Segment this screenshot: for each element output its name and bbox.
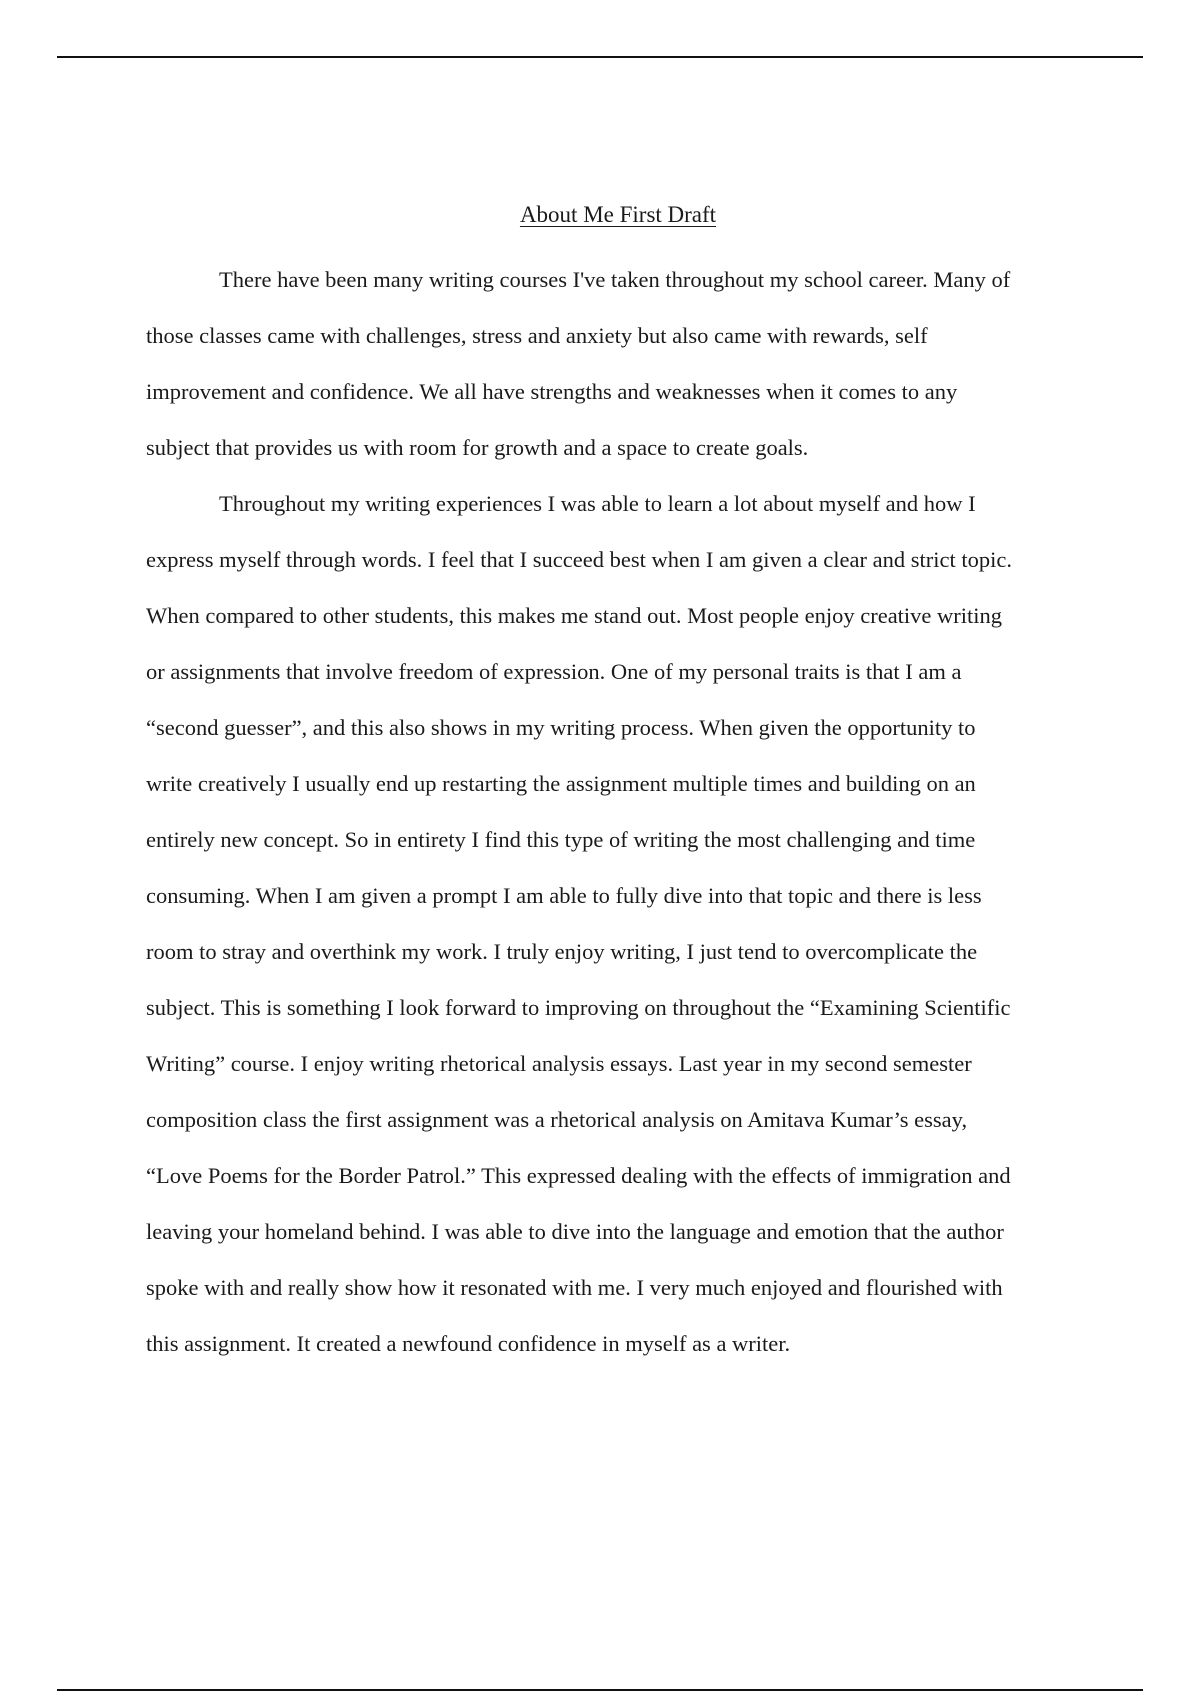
paragraph-line: write creatively I usually end up restarting the assignment multiple times and building on an <box>146 771 976 796</box>
bottom-rule <box>57 1689 1143 1691</box>
paragraph-line: express myself through words. I feel that I succeed best when I am given a clear and strict topic. <box>146 547 1012 572</box>
paragraph-line: leaving your homeland behind. I was able to dive into the language and emotion that the author <box>146 1219 1004 1244</box>
paragraph-line: “Love Poems for the Border Patrol.” This expressed dealing with the effects of immigration and <box>146 1163 1011 1188</box>
paragraph-2 <box>146 476 1078 1372</box>
paragraph-line: Writing” course. I enjoy writing rhetorical analysis essays. Last year in my second semester <box>146 1051 972 1076</box>
paragraph-line: or assignments that involve freedom of expression. One of my personal traits is that I am a <box>146 659 962 684</box>
paragraph-line: “second guesser”, and this also shows in my writing process. When given the opportunity to <box>146 715 976 740</box>
paragraph-line: this assignment. It created a newfound confidence in myself as a writer. <box>146 1331 791 1356</box>
paragraph-line: composition class the first assignment was a rhetorical analysis on Amitava Kumar’s essay, <box>146 1107 968 1132</box>
document-title-text: About Me First Draft <box>519 202 717 227</box>
paragraph-line: those classes came with challenges, stress and anxiety but also came with rewards, self <box>146 323 928 348</box>
paragraph-line: When compared to other students, this makes me stand out. Most people enjoy creative writing <box>146 603 1003 628</box>
paragraph-line: improvement and confidence. We all have strengths and weaknesses when it comes to any <box>146 379 958 404</box>
paragraph-line: room to stray and overthink my work. I truly enjoy writing, I just tend to overcomplicate the <box>146 939 978 964</box>
document-title <box>0 199 1200 231</box>
document-body <box>146 252 1078 1372</box>
paragraph-line: There have been many writing courses I've taken throughout my school career. Many of <box>219 267 1011 292</box>
paragraph-1 <box>146 252 1078 476</box>
paragraph-line: entirely new concept. So in entirety I find this type of writing the most challenging and time <box>146 827 976 852</box>
paragraph-line: consuming. When I am given a prompt I am able to fully dive into that topic and there is less <box>146 883 982 908</box>
paragraph-line: spoke with and really show how it resonated with me. I very much enjoyed and flourished with <box>146 1275 1003 1300</box>
paragraph-line: subject. This is something I look forward to improving on throughout the “Examining Scientific <box>146 995 1011 1020</box>
paragraph-line: subject that provides us with room for growth and a space to create goals. <box>146 435 809 460</box>
top-rule <box>57 56 1143 58</box>
paragraph-line: Throughout my writing experiences I was able to learn a lot about myself and how I <box>219 491 976 516</box>
